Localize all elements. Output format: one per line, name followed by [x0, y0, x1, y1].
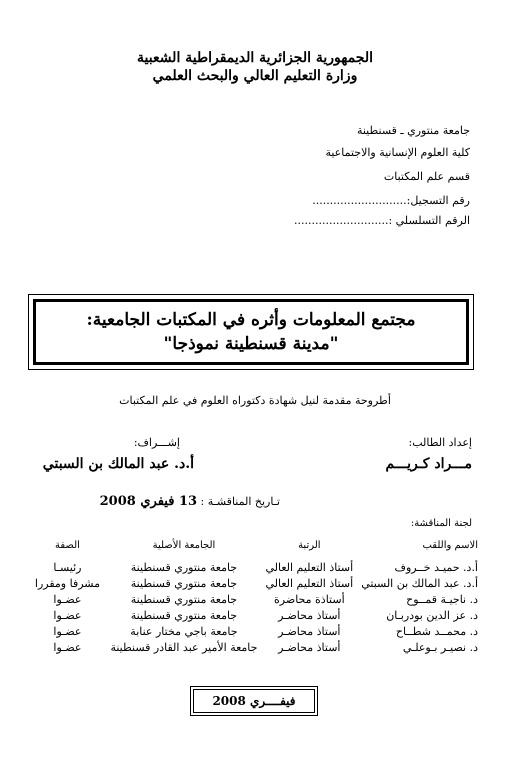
committee-row — [28, 575, 482, 591]
member-name: د. عز الدين بودربـان — [386, 608, 478, 622]
member-name: د. محمــد شطــاح — [395, 624, 478, 638]
faculty-name: كلية العلوم الإنسانية والاجتماعية — [325, 146, 470, 159]
header-rank: الرتبة — [298, 540, 321, 551]
member-rank: أستاذ التعليم العالي — [265, 560, 354, 574]
member-university: جامعة منتوري قسنطينة — [130, 560, 238, 574]
thesis-subtitle: أطروحة مقدمة لنيل شهادة دكتوراه العلوم في علم المكتبات — [119, 394, 391, 407]
ministry-heading: وزارة التعليم العالي والبحث العلمي — [152, 68, 358, 84]
serial-number: الرقم التسلسلي :........................... — [294, 214, 470, 227]
department-name: قسم علم المكتبات — [383, 170, 470, 183]
member-name: أ.د. عبد المالك بن السبتي — [361, 576, 478, 590]
member-rank: أستاذ التعليم العالي — [265, 576, 354, 590]
member-university: جامعة منتوري قسنطينة — [130, 576, 238, 590]
prepared-by-label: إعداد الطالب: — [408, 436, 472, 449]
member-name: د. ناجيـة قمــوح — [406, 592, 478, 606]
committee-label: لجنة المناقشة: — [410, 518, 472, 529]
member-role: عضـوا — [53, 608, 82, 622]
university-name: جامعة منتوري ـ قسنطينة — [356, 124, 470, 137]
member-university: جامعة منتوري قسنطينة — [130, 608, 238, 622]
committee-row — [28, 607, 482, 623]
thesis-title-box — [28, 294, 474, 370]
registration-number: رقم التسجيل:........................... — [312, 194, 470, 207]
committee-row — [28, 639, 482, 655]
member-university: جامعة منتوري قسنطينة — [130, 592, 238, 606]
member-university: جامعة باجي مختار عنابة — [130, 624, 238, 638]
member-university: جامعة الأمير عبد القادر قسنطينة — [110, 640, 258, 654]
member-role: عضـوا — [53, 624, 82, 638]
thesis-title-frame — [33, 299, 469, 365]
supervisor-label: إشـــراف: — [133, 436, 180, 449]
committee-row — [28, 559, 482, 575]
member-role: عضـوا — [53, 640, 82, 654]
defense-date-line — [100, 494, 280, 509]
header-role: الصفة — [54, 540, 80, 551]
footer-date: فيفــــري 2008 — [193, 689, 315, 713]
footer-date-box — [190, 686, 318, 716]
member-rank: أستاذة محاضرة — [274, 592, 345, 606]
supervisor-name: أ.د. عبد المالك بن السبتي — [42, 456, 194, 472]
thesis-title-line-2: "مدينة قسنطينة نموذجا" — [163, 334, 339, 354]
member-role: رئيسـا — [53, 560, 82, 574]
member-rank: أستاذ محاضـر — [278, 608, 341, 622]
header-university: الجامعة الأصلية — [152, 540, 216, 551]
defense-date-value: 13 فيفري 2008 — [99, 494, 198, 509]
member-role: مشرفا ومقررا — [34, 576, 100, 590]
committee-row — [28, 623, 482, 639]
student-name: مـــراد كـريـــم — [385, 456, 472, 472]
member-name: د. نصيـر بـوعلـي — [402, 640, 478, 654]
member-rank: أستاذ محاضـر — [278, 624, 341, 638]
defense-date-label: تـاريخ المناقشـة : — [200, 495, 280, 508]
committee-row — [28, 591, 482, 607]
header-name: الاسم واللقب — [422, 540, 478, 551]
committee-header-row — [28, 540, 482, 559]
republic-heading: الجمهورية الجزائرية الديمقراطية الشعبية — [136, 50, 373, 66]
thesis-title-line-1: مجتمع المعلومات وأثره في المكتبات الجامعية: — [86, 310, 416, 330]
member-role: عضـوا — [53, 592, 82, 606]
committee-table — [28, 540, 482, 655]
member-name: أ.د. حميـد خــروف — [394, 560, 478, 574]
member-rank: أستاذ محاضـر — [278, 640, 341, 654]
